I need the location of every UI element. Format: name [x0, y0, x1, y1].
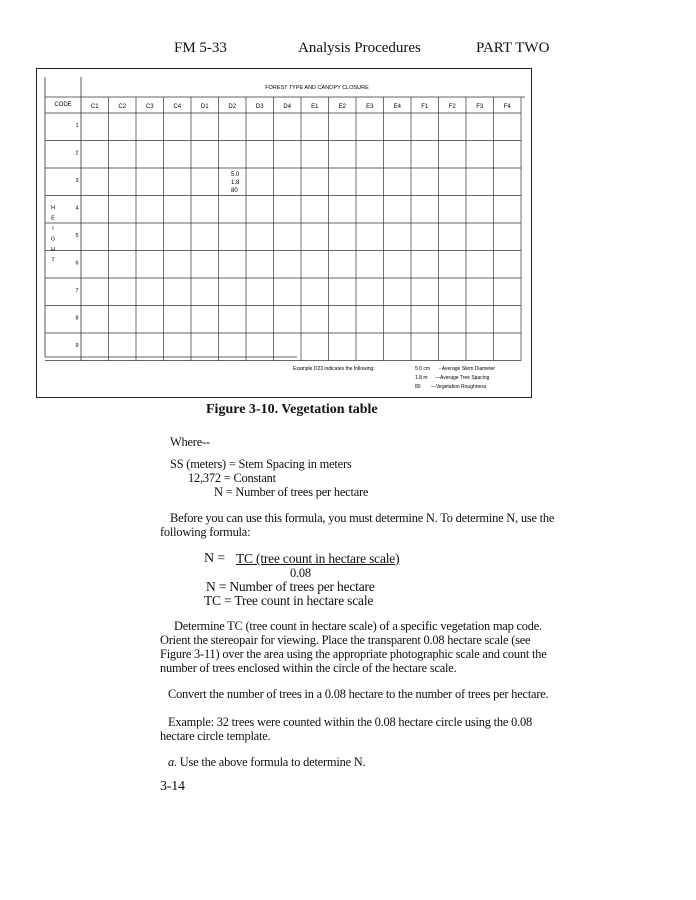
column-header-c1: C1	[90, 104, 99, 110]
paragraph-example-line2: hectare circle template.	[160, 729, 271, 743]
column-header-d1: D1	[200, 104, 209, 110]
formula-definition-tc: TC = Tree count in hectare scale	[204, 593, 374, 608]
height-letter-3: I	[52, 226, 54, 232]
height-letter-6: T	[51, 257, 55, 264]
formula-lhs: N =	[204, 551, 225, 566]
code-label: CODE	[54, 102, 72, 108]
row-number-6: 6	[75, 260, 79, 267]
column-header-f1: F1	[421, 104, 429, 110]
example-cell-diameter: 5.0	[231, 172, 240, 178]
row-number-1: 1	[75, 123, 79, 129]
column-header-c2: C2	[118, 104, 127, 110]
paragraph-determine-n-line1: Before you can use this formula, you must determine N. To determine N, use the	[170, 511, 555, 525]
vegetation-table-figure	[36, 68, 532, 398]
paragraph-example-line1: Example: 32 trees were counted within the 0.08 hectare circle using the 0.08	[168, 715, 532, 729]
paragraph-tc-line3: Figure 3-11) over the area using the appropriate photographic scale and count the	[160, 647, 547, 661]
vegetation-table-grid	[37, 69, 533, 399]
height-letter-4: G	[50, 236, 56, 243]
column-header-f3: F3	[476, 104, 484, 110]
legend-desc-1: - Average Stem Diameter	[439, 366, 496, 372]
legend-desc-3: —Vegetation Roughness	[431, 384, 487, 390]
example-cell-values	[231, 172, 240, 194]
formula-numerator: TC (tree count in hectare scale)	[236, 551, 400, 566]
figure-legend	[293, 366, 495, 390]
formula-denominator: 0.08	[290, 566, 311, 580]
header-section-title: Analysis Procedures	[298, 40, 421, 56]
row-number-9: 9	[75, 343, 79, 349]
grid-lines	[45, 77, 525, 361]
figure-title: FOREST TYPE AND CANOPY CLOSURE	[265, 85, 369, 91]
column-header-d3: D3	[255, 104, 264, 110]
paragraph-convert: Convert the number of trees in a 0.08 hectare to the number of trees per hectare.	[168, 687, 549, 701]
example-cell-spacing: 1.8	[231, 180, 240, 186]
where-label: Where--	[170, 435, 210, 449]
legend-value-3: 80	[415, 384, 421, 390]
row-number-5: 5	[75, 233, 79, 239]
column-header-e3: E3	[366, 104, 374, 110]
row-number-7: 7	[75, 288, 79, 294]
page-number: 3-14	[160, 779, 185, 794]
formula-definition-n: N = Number of trees per hectare	[206, 579, 375, 594]
step-a	[168, 756, 365, 769]
column-header-e1: E1	[311, 104, 319, 110]
header-manual-number: FM 5-33	[174, 40, 227, 56]
legend-value-1: 5.0 cm	[415, 366, 431, 372]
row-number-2: 2	[75, 150, 79, 157]
column-header-f2: F2	[448, 104, 456, 110]
example-cell-roughness: 80	[231, 188, 238, 194]
row-number-3: 3	[75, 178, 79, 184]
row-number-8: 8	[75, 315, 79, 322]
legend-intro: Example D23 indicates the following:	[293, 366, 375, 372]
definition-constant: 12,372 = Constant	[188, 471, 276, 485]
row-number-4: 4	[75, 205, 79, 212]
step-a-text: Use the above formula to determine N.	[176, 755, 366, 769]
paragraph-tc-line2: Orient the stereopair for viewing. Place the transparent 0.08 hectare scale (see	[160, 633, 531, 647]
column-header-c3: C3	[145, 104, 154, 110]
column-header-d2: D2	[228, 104, 237, 110]
height-letter-1: H	[51, 205, 55, 211]
legend-value-2: 1.8 m	[415, 375, 428, 381]
paragraph-determine-n-line2: following formula:	[160, 525, 251, 539]
figure-caption: Figure 3-10. Vegetation table	[206, 402, 378, 417]
legend-desc-2: —Average Tree Spacing	[435, 375, 490, 381]
definition-n: N = Number of trees per hectare	[214, 485, 369, 499]
row-numbers	[75, 123, 78, 349]
column-header-f4: F4	[503, 104, 511, 110]
step-a-letter: a.	[168, 755, 177, 769]
column-header-c4: C4	[173, 104, 182, 110]
height-axis-label	[51, 205, 55, 264]
column-header-e2: E2	[338, 104, 346, 110]
paragraph-tc-line1: Determine TC (tree count in hectare scale) of a specific vegetation map code.	[174, 619, 542, 633]
height-letter-5: H	[51, 247, 55, 253]
column-header-e4: E4	[393, 104, 401, 110]
definition-ss: SS (meters) = Stem Spacing in meters	[170, 457, 352, 471]
height-letter-2: E	[51, 215, 55, 222]
paragraph-tc-line4: number of trees enclosed within the circle of the hectare scale.	[160, 661, 457, 675]
column-header-d4: D4	[283, 104, 292, 110]
header-part: PART TWO	[476, 40, 550, 56]
